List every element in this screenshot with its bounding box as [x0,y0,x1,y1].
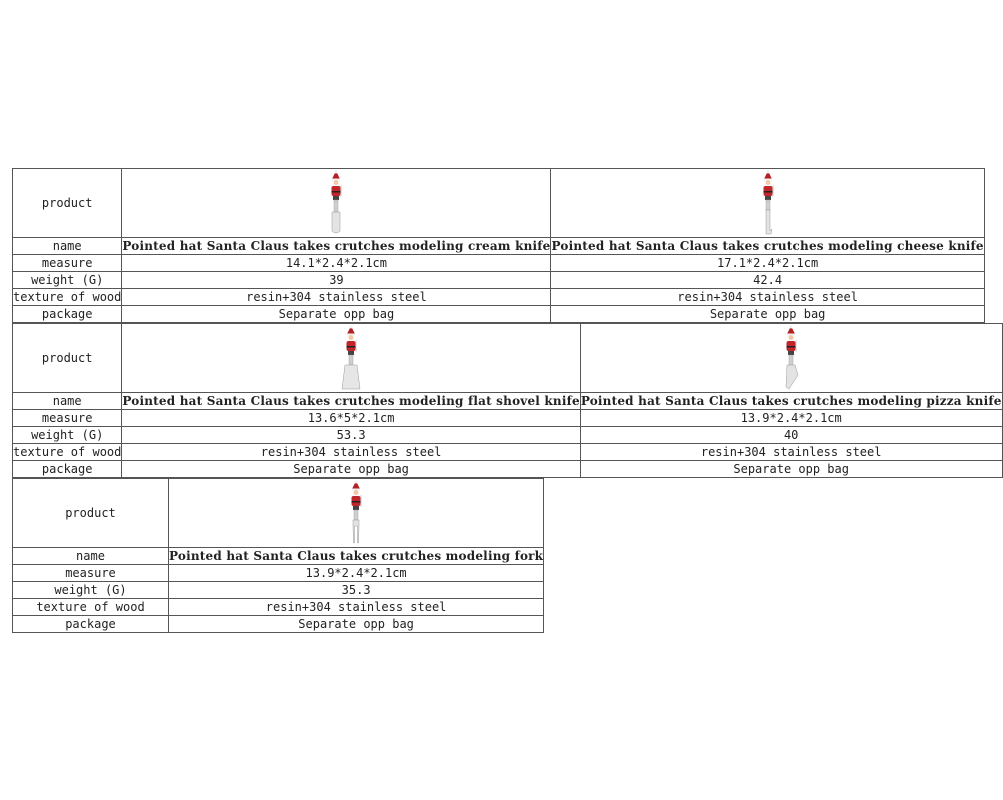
product-texture: resin+304 stainless steel [169,599,544,616]
measure-label: measure [13,410,122,427]
product-measure: 13.9*2.4*2.1cm [580,410,1002,427]
product-weight: 42.4 [551,272,984,289]
product-package: Separate opp bag [551,306,984,323]
flat-shovel-knife-icon [331,326,371,390]
measure-label: measure [13,255,122,272]
product-package: Separate opp bag [122,461,580,478]
product-texture: resin+304 stainless steel [580,444,1002,461]
product-package: Separate opp bag [122,306,551,323]
package-label: package [13,461,122,478]
product-package: Separate opp bag [169,616,544,633]
product-image-cell [122,169,551,238]
product-image-cell [580,324,1002,393]
name-label: name [13,548,169,565]
product-table-3 [12,478,544,633]
product-name: Pointed hat Santa Claus takes crutches modeling flat shovel knife [122,393,580,408]
product-label: product [13,324,122,393]
weight-label: weight (G) [13,427,122,444]
product-texture: resin+304 stainless steel [122,444,580,461]
name-label: name [13,393,122,410]
texture-label: texture of wood [13,289,122,304]
package-label: package [13,616,169,633]
product-measure: 14.1*2.4*2.1cm [122,255,551,272]
weight-label: weight (G) [13,272,122,289]
cream-knife-icon [316,171,356,235]
product-label: product [13,169,122,238]
weight-label: weight (G) [13,582,169,599]
product-weight: 40 [580,427,1002,444]
product-table-1 [12,168,985,323]
product-package: Separate opp bag [580,461,1002,478]
product-measure: 17.1*2.4*2.1cm [551,255,984,272]
product-weight: 53.3 [122,427,580,444]
product-name: Pointed hat Santa Claus takes crutches modeling fork [169,548,544,563]
product-texture: resin+304 stainless steel [122,289,551,306]
texture-label: texture of wood [13,599,169,616]
cheese-knife-icon [748,171,788,235]
product-label: product [13,479,169,548]
product-texture: resin+304 stainless steel [551,289,984,306]
package-label: package [13,306,122,323]
product-name: Pointed hat Santa Claus takes crutches modeling cream knife [122,238,551,253]
texture-label: texture of wood [13,444,122,459]
product-name: Pointed hat Santa Claus takes crutches modeling pizza knife [580,393,1002,408]
product-image-cell [551,169,984,238]
product-measure: 13.6*5*2.1cm [122,410,580,427]
product-image-cell [169,479,544,548]
measure-label: measure [13,565,169,582]
product-image-cell [122,324,580,393]
product-weight: 35.3 [169,582,544,599]
product-table-2 [12,323,1003,478]
product-measure: 13.9*2.4*2.1cm [169,565,544,582]
name-label: name [13,238,122,255]
pizza-knife-icon [771,326,811,390]
product-name: Pointed hat Santa Claus takes crutches modeling cheese knife [551,238,984,253]
fork-icon [336,481,376,545]
product-weight: 39 [122,272,551,289]
